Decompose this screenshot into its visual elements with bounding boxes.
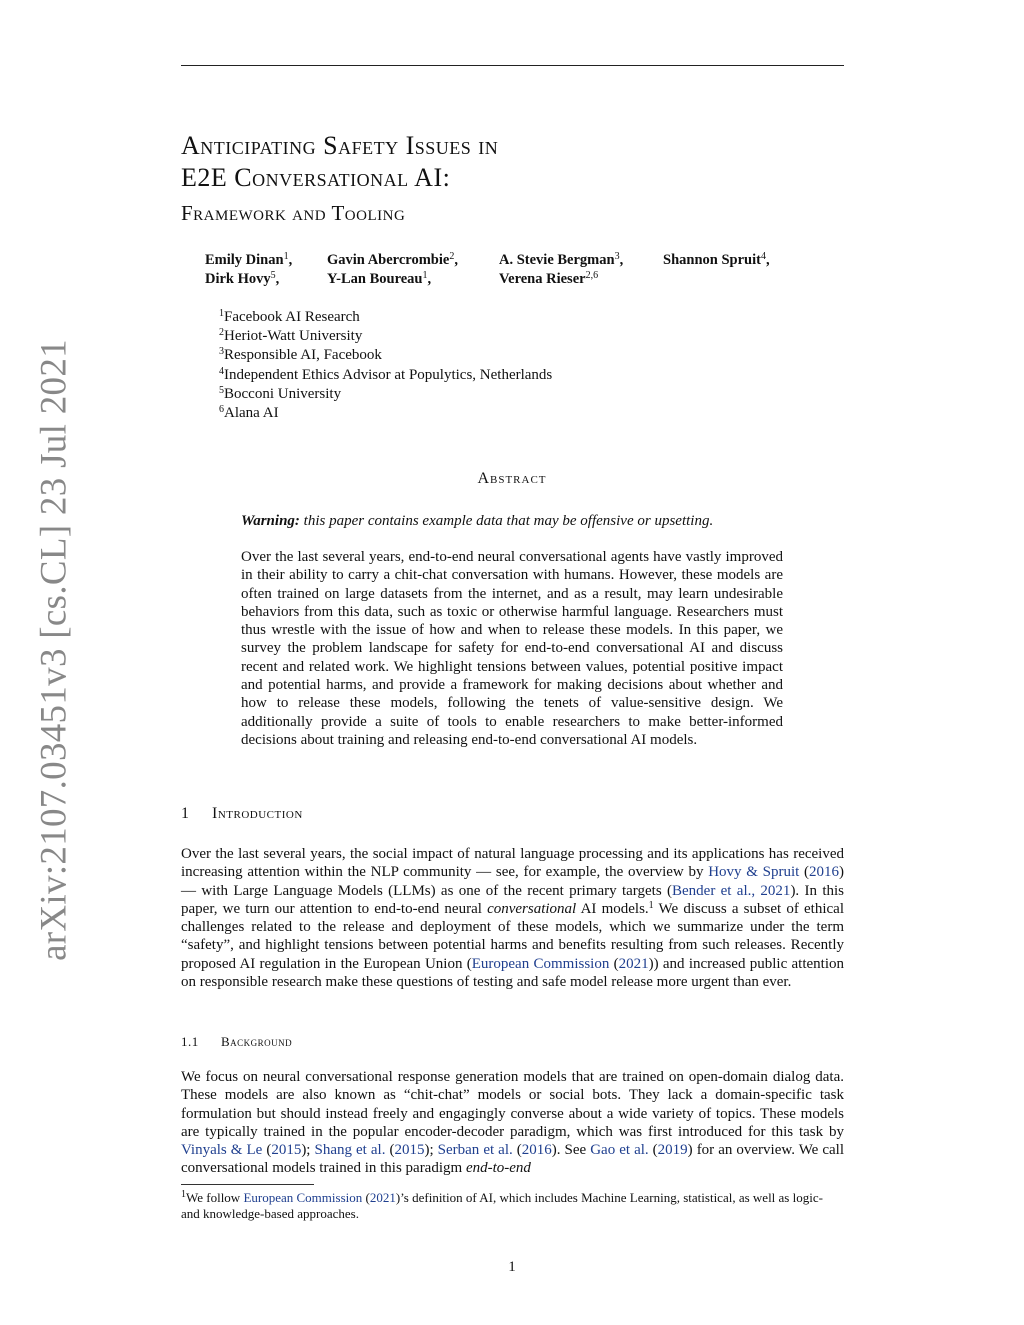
footnote-rule — [181, 1184, 314, 1185]
affiliation-item: $^1$Facebook AI Research — [219, 308, 360, 325]
author-list — [205, 251, 770, 289]
affiliation-item: $^3$Responsible AI, Facebook — [219, 346, 382, 364]
citation-link[interactable]: Shang et al. — [314, 1142, 386, 1159]
author: Shannon Spruit$^4$, — [663, 251, 770, 268]
footnote-marker[interactable]: 1 — [648, 899, 654, 911]
citation-link[interactable]: Gao et al. — [590, 1142, 649, 1159]
citation-link[interactable]: Hovy & Spruit — [708, 864, 800, 881]
warning-label: Warning: — [241, 513, 300, 529]
arxiv-side-stamp: arXiv:2107.03451v3 [cs.CL] 23 Jul 2021 — [33, 339, 75, 961]
introduction-paragraph: Over the last several years, the social impact of natural language processing and its applications has received increasing attention within the NLP community — see, for example, the overview by Hovy & Spruit (2016) — with Large Language Models (LLMs) as one of the recent primary targets (Bender et al., 2021). In this paper, we turn our attention to end-to-end neural conversational AI models.$^1$ We discuss a subset of ethical challenges related to the release and deployment of these models, which we summarize under the term “safety”, and highlight tensions between potential harms and benefits resulting from such releases. Recently proposed AI regulation in the European Union (European Commission (2021)) and increased public attention on responsible research make these questions of testing and safe model release more urgent than ever. — [181, 846, 845, 991]
citation-link[interactable]: 2015 — [394, 1142, 425, 1159]
citation-link[interactable]: Bender et al., 2021 — [672, 882, 791, 899]
affiliation-item: $^4$Independent Ethics Advisor at Populytics, Netherlands — [219, 365, 553, 383]
section-heading-introduction: 1 Introduction — [181, 805, 303, 822]
affiliation-list — [219, 308, 552, 423]
citation-link[interactable]: European Commission — [471, 955, 610, 972]
title-line-1: Anticipating Safety Issues in — [181, 131, 499, 160]
citation-link[interactable]: 2016 — [808, 864, 839, 881]
citation-link[interactable]: 2021 — [618, 955, 649, 972]
citation-link[interactable]: 2016 — [521, 1142, 552, 1159]
affiliation-item: $^2$Heriot-Watt University — [219, 327, 363, 345]
author: Verena Rieser$^{2,6}$ — [499, 270, 599, 287]
abstract-heading: Abstract — [477, 470, 547, 487]
subsection-heading-background: 1.1 Background — [181, 1034, 293, 1049]
author: Gavin Abercrombie$^2$, — [327, 251, 458, 268]
background-paragraph: We focus on neural conversational response generation models that are trained on open-domain dialog data. These models are also known as “chit-chat” models or social bots. They lack a domain-specific task formulation but should instead freely and engagingly converse about a wide variety of topics. These models are typically trained in the popular encoder-decoder paradigm, which was first introduced for this task by Vinyals & Le (2015); Shang et al. (2015); Serban et al. (2016). See Gao et al. (2019) for an overview. We call conversational models trained in this paradigm end-to-end — [181, 1069, 844, 1177]
citation-link[interactable]: 2021 — [369, 1190, 396, 1205]
citation-link[interactable]: 2015 — [271, 1142, 302, 1159]
top-rule — [181, 65, 844, 66]
author-row-2 — [205, 270, 770, 289]
abstract-body: Over the last several years, end-to-end neural conversational agents have vastly improved in their ability to carry a chit-chat conversation with humans. However, these models are often trained on large datasets from the internet, and as a result, may learn undesirable behaviors from this data, such as toxic or otherwise harmful language. Researchers must thus wrestle with the issue of how and when to release these models. In this paper, we survey the problem landscape for safety for end-to-end conversational AI and discuss recent and related work. We highlight tensions between values, potential positive impact and potential harms, and provide a framework for making decisions about whether and how to release these models, following the tenets of value-sensitive design. We additionally provide a suite of tools to enable researchers to make better-informed decisions about training and releasing end-to-end conversational AI models. — [241, 549, 783, 748]
citation-link[interactable]: European Commission — [243, 1190, 363, 1205]
author-row-1 — [205, 251, 770, 270]
author: Emily Dinan$^1$, — [205, 251, 293, 268]
paper-title — [181, 130, 498, 194]
warning-text: this paper contains example data that may be offensive or upsetting. — [303, 513, 714, 529]
page-number: 1 — [508, 1259, 516, 1275]
footnote: $^1$We follow European Commission (2021)’s definition of AI, which includes Machine Learning, statistical, as well as logic- and knowledge-based approaches. — [181, 1189, 823, 1221]
content-warning — [241, 512, 783, 530]
title-line-2: E2E Conversational AI: — [181, 163, 451, 192]
paper-subtitle: Framework and Tooling — [181, 201, 406, 225]
author: Y-Lan Boureau$^1$, — [327, 270, 432, 287]
author: A. Stevie Bergman$^3$, — [499, 251, 624, 268]
affiliation-item: $^5$Bocconi University — [219, 384, 342, 402]
citation-link[interactable]: Serban et al. — [437, 1142, 513, 1159]
author: Dirk Hovy$^5$, — [205, 270, 280, 287]
citation-link[interactable]: 2019 — [657, 1142, 688, 1159]
affiliation-item: $^6$Alana AI — [219, 404, 279, 422]
citation-link[interactable]: Vinyals & Le — [181, 1142, 263, 1159]
